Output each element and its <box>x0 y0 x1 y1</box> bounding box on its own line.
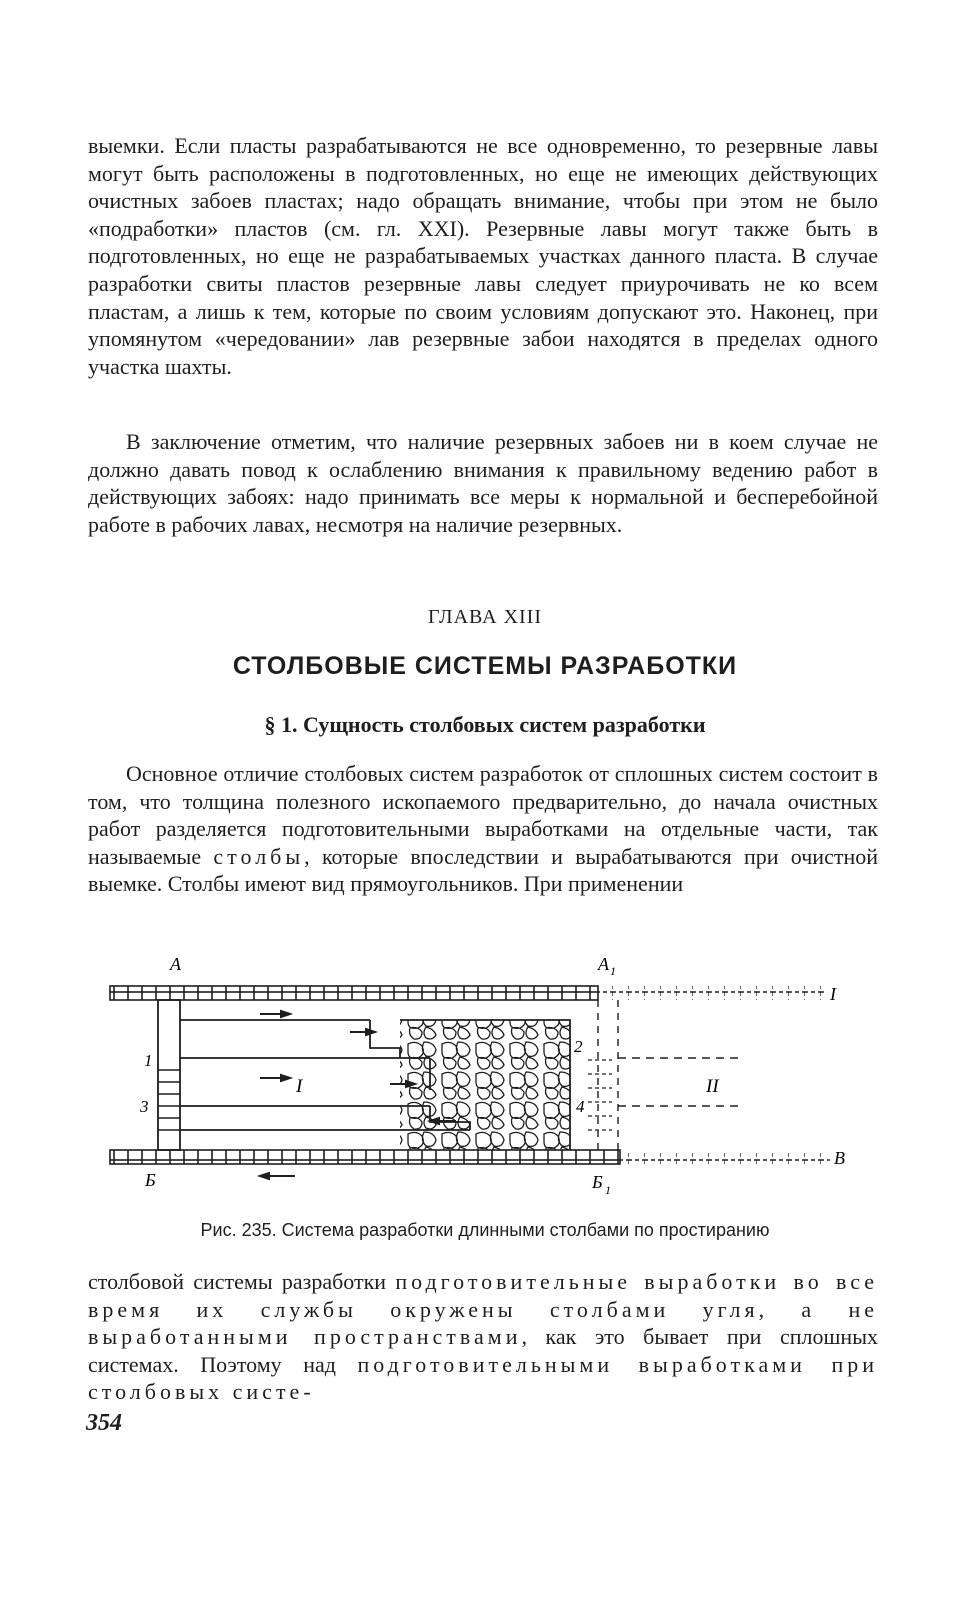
right-rise-dashed <box>598 1000 618 1150</box>
label-B1: Б <box>592 1172 603 1192</box>
label-roman-I: I <box>296 1076 303 1097</box>
right-rise-steps <box>588 1060 612 1130</box>
spaced-phrase: подготовительные выработки во все время их службы окружены столбами угля, а не выработанными пространствами <box>88 1269 878 1350</box>
paragraph-reserve-longwalls: выемки. Если пласты разрабатываются не все одновременно, то резервные лавы могут быть расположены в подготовленных, но еще не имеющих действующих очистных забоев пластах; надо обращать внимание, чтобы при этом не было «подработки» пластов (см. гл. XXI). Резервные лавы могут также быть в подготовленных, но еще не разрабатываемых участках данного пласта. В случае разработки свиты пластов резервные лавы следует приурочивать не ко всем пластам, а лишь к тем, которые по своим условиям допускают это. Наконец, при упомянутом «чередовании» лав резервные забои находятся в пределах одного участка шахты. <box>88 133 878 379</box>
goaf-area <box>400 1020 570 1150</box>
paragraph-main-difference <box>88 760 878 898</box>
chapter-label: ГЛАВА XIII <box>427 606 542 628</box>
label-1: 1 <box>144 1051 153 1070</box>
label-A1-subscript: 1 <box>610 964 616 978</box>
label-A: А <box>170 954 181 974</box>
text-run: Основное отличие столбовых систем разработок от сплошных систем состоит в том, что толщина полезного ископаемого предварительно, до начала очистных работ разделяется подготовительными выработками на отдельные части, так называемые <box>88 761 878 869</box>
text-run: столбовой системы разработки <box>88 1269 396 1294</box>
figure-caption: Рис. 235. Система разработки длинными столбами по простиранию <box>200 1220 770 1240</box>
text-run: , которые впоследствии и вырабатываются при очистной выемке. Столбы имеют вид прямоугольников. При применении <box>88 843 879 897</box>
left-rise-steps <box>158 1070 180 1130</box>
top-drift-dashed <box>598 986 826 1000</box>
label-B1-subscript: 1 <box>605 1183 611 1197</box>
text-run: , как это бывает при сплошных системах. Поэтому над <box>88 1324 878 1377</box>
paragraph-conclusion: В заключение отметим, что наличие резервных забоев ни в коем случае не должно давать повод к ослаблению внимания к правильному ведению работ в действующих забоях: надо принимать все меры к нормальной и бесперебойной работе в рабочих лавах, несмотря на наличие резервных. <box>88 429 878 537</box>
top-drift-solid <box>110 986 598 1000</box>
bottom-drift-solid <box>110 1150 620 1164</box>
bottom-drift-dashed <box>620 1150 830 1164</box>
spaced-term: столбы <box>213 843 305 869</box>
section-heading: § 1. Сущность столбовых систем разработки <box>264 712 706 737</box>
label-A1: А <box>598 954 609 974</box>
future-pillar-lines <box>618 1058 740 1106</box>
label-2: 2 <box>574 1037 583 1056</box>
label-4: 4 <box>576 1097 585 1116</box>
chapter-title: СТОЛБОВЫЕ СИСТЕМЫ РАЗРАБОТКИ <box>232 652 738 680</box>
label-roman-II: II <box>706 1076 719 1097</box>
paragraph-pillar-workings <box>88 1268 878 1406</box>
figure-235-diagram <box>100 950 860 1210</box>
label-B-right: В <box>834 1148 845 1168</box>
label-3: 3 <box>140 1097 149 1116</box>
label-B: Б <box>145 1170 156 1190</box>
page-number: 354 <box>86 1410 122 1436</box>
left-rise <box>158 1000 180 1150</box>
spaced-phrase: подготовительными выработками при столбовых систе- <box>88 1351 878 1405</box>
label-I-right: I <box>830 984 836 1004</box>
